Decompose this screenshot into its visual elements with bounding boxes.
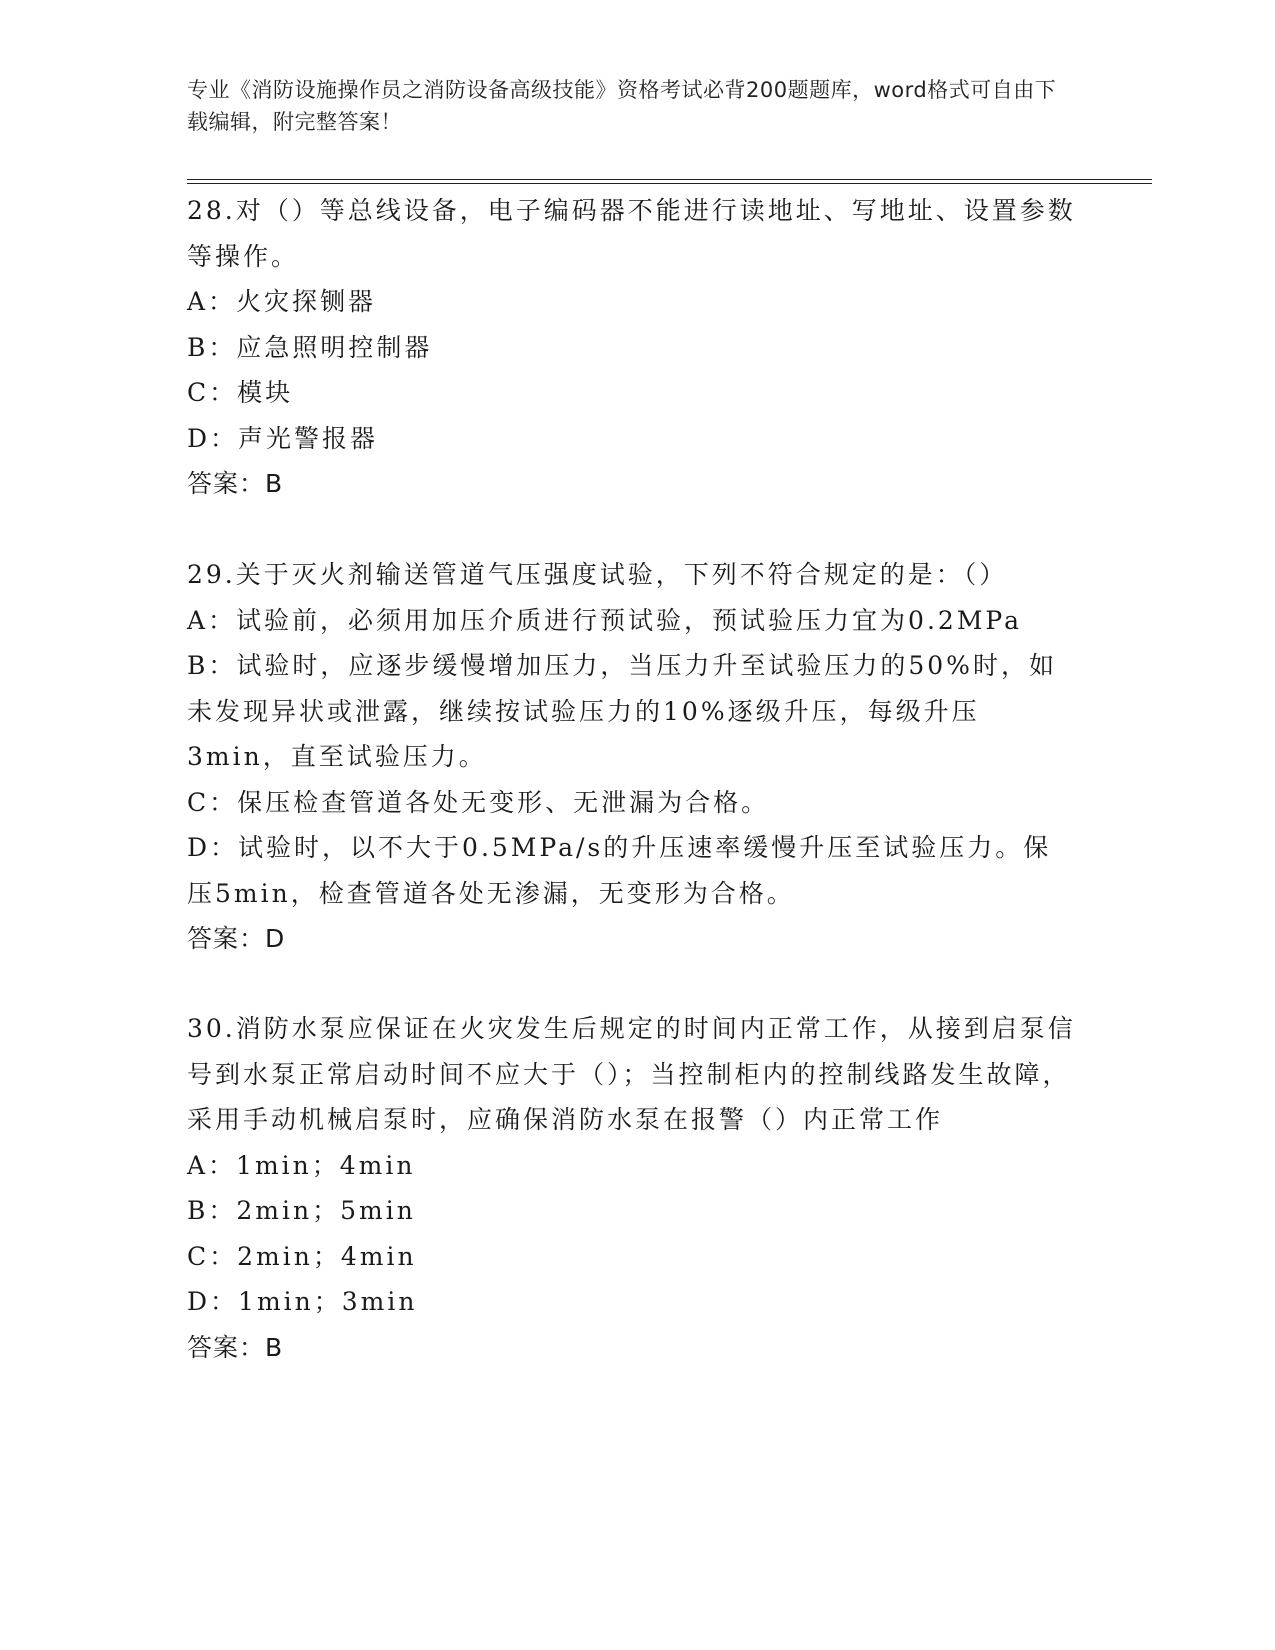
option-c: C：模块 [187, 378, 294, 407]
document-header: 专业《消防设施操作员之消防设备高级技能》资格考试必背200题题库，word格式可自由下载编辑，附完整答案！ [187, 78, 1057, 134]
option-a: A：1min；4min [187, 1150, 416, 1180]
header-divider-bottom [187, 183, 1152, 184]
option-a: A：火灾探铡器 [187, 287, 377, 316]
option-d: D：声光警报器 [187, 423, 379, 453]
option-c: C：2min；4min [187, 1241, 417, 1271]
option-d: D：试验时，以不大于0.5MPa/s的升压速率缓慢升压至试验压力。保压5min，检查管道各处无渗漏，无变形为合格。 [187, 833, 1052, 908]
question-text: 30.消防水泵应保证在火灾发生后规定的时间内正常工作，从接到启泵信号到水泵正常启动时间不应大于（）；当控制柜内的控制线路发生故障，采用手动机械启泵时，应确保消防水泵在报警（）内正常工作 [187, 1014, 1076, 1134]
answer-label: 答案：D [187, 924, 286, 953]
question-28 [187, 188, 1077, 507]
answer-label: 答案：B [187, 469, 284, 498]
option-d: D：1min；3min [187, 1287, 418, 1316]
option-b: B：应急照明控制器 [187, 332, 433, 362]
question-text: 29.关于灭火剂输送管道气压强度试验，下列不符合规定的是：（） [187, 560, 1008, 589]
option-c: C：保压检查管道各处无变形、无泄漏为合格。 [187, 787, 770, 817]
answer-label: 答案：B [187, 1332, 284, 1362]
option-a: A：试验前，必须用加压介质进行预试验，预试验压力宜为0.2MPa [187, 605, 1023, 635]
option-b: B：试验时，应逐步缓慢增加压力，当压力升至试验压力的50%时，如未发现异状或泄露，继续按试验压力的10%逐级升压，每级升压3min，直至试验压力。 [187, 651, 1057, 771]
question-30 [187, 1006, 1077, 1370]
question-text: 28.对（）等总线设备，电子编码器不能进行读地址、写地址、设置参数等操作。 [187, 196, 1076, 271]
option-b: B：2min；5min [187, 1196, 416, 1225]
question-29 [187, 552, 1077, 962]
header-divider-top [187, 179, 1152, 180]
